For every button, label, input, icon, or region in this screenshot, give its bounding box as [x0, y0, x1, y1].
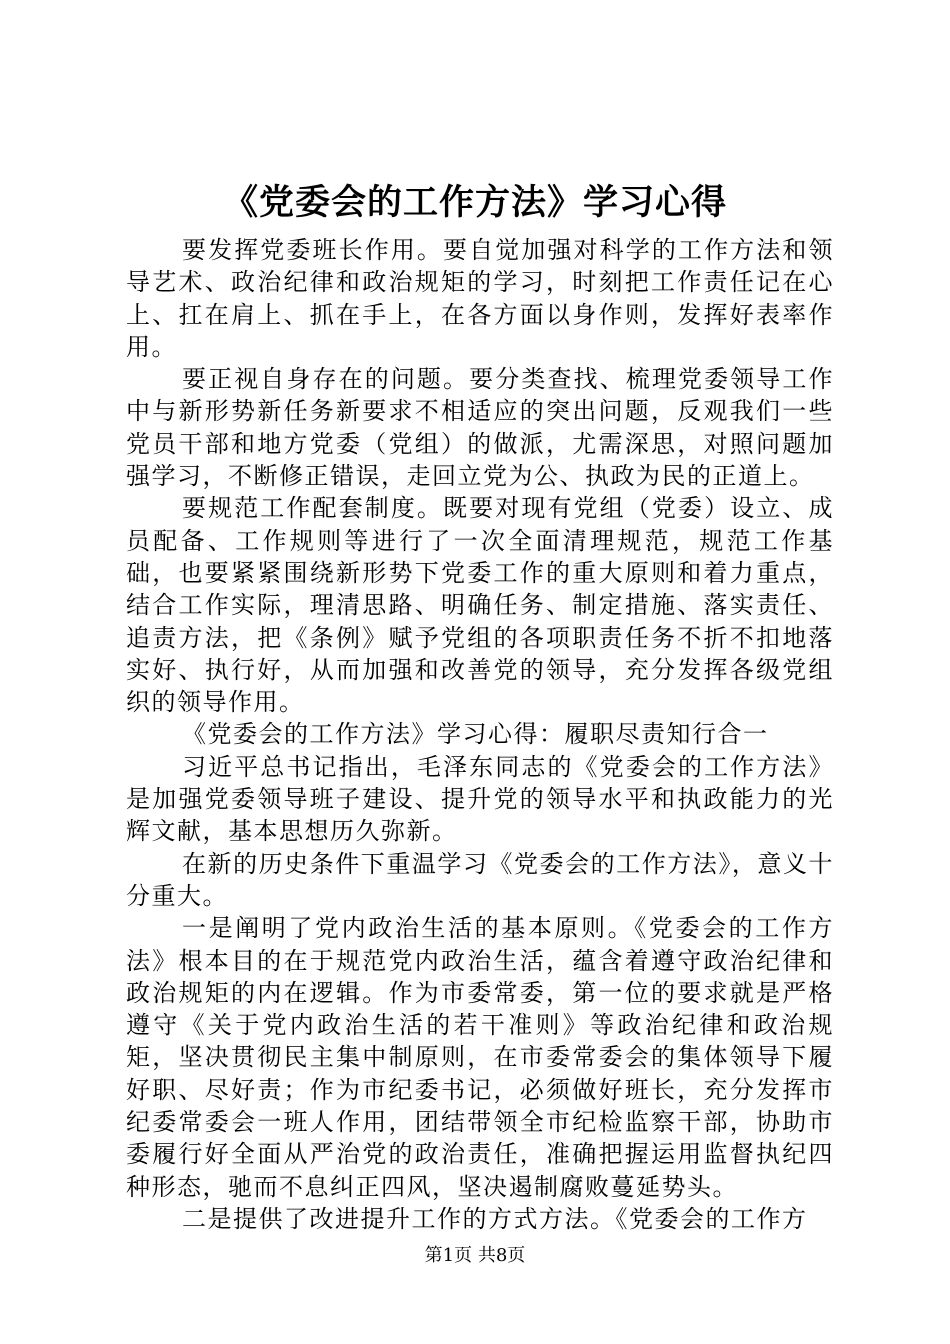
page-number-footer: 第1页 共8页 [424, 1245, 526, 1266]
paragraph: 一是阐明了党内政治生活的基本原则。《党委会的工作方法》根本目的在于规范党内政治生活，蕴含着遵守政治纪律和政治规矩的内在逻辑。作为市委常委，第一位的要求就是严格遵守《关于党内政治生活的若干准则》等政治纪律和政治规矩，坚决贯彻民主集中制原则，在市委常委会的集体领导下履好职、尽好责；作为市纪委书记，必须做好班长，充分发挥市纪委常委会一班人作用，团结带领全市纪检监察干部，协助市委履行好全面从严治党的政治责任，准确把握运用监督执纪四种形态，驰而不息纠正四风，坚决遏制腐败蔓延势头。 [126, 914, 834, 1201]
document-body [126, 234, 834, 1235]
paragraph: 要正视自身存在的问题。要分类查找、梳理党委领导工作中与新形势新任务新要求不相适应的突出问题，反观我们一些党员干部和地方党委（党组）的做派，尤需深思，对照问题加强学习，不断修正错误，走回立党为公、执政为民的正道上。 [126, 365, 834, 491]
paragraph: 二是提供了改进提升工作的方式方法。《党委会的工作方 [182, 1204, 808, 1233]
paragraph: 要规范工作配套制度。既要对现有党组（党委）设立、成员配备、工作规则等进行了一次全面清理规范，规范工作基础，也要紧紧围绕新形势下党委工作的重大原则和着力重点，结合工作实际，理清思路、明确任务、制定措施、落实责任、追责方法，把《条例》赋予党组的各项职责任务不折不扣地落实好、执行好，从而加强和改善党的领导，充分发挥各级党组织的领导作用。 [126, 494, 834, 717]
paragraph: 要发挥党委班长作用。要自觉加强对科学的工作方法和领导艺术、政治纪律和政治规矩的学习，时刻把工作责任记在心上、扛在肩上、抓在手上，在各方面以身作则，发挥好表率作用。 [126, 236, 834, 361]
paragraph: 习近平总书记指出，毛泽东同志的《党委会的工作方法》是加强党委领导班子建设、提升党的领导水平和执政能力的光辉文献，基本思想历久弥新。 [126, 752, 834, 846]
document-title: 《党委会的工作方法》学习心得 [222, 182, 727, 223]
paragraph: 在新的历史条件下重温学习《党委会的工作方法》，意义十分重大。 [126, 849, 834, 910]
section-heading: 《党委会的工作方法》学习心得：履职尽责知行合一 [182, 720, 769, 749]
